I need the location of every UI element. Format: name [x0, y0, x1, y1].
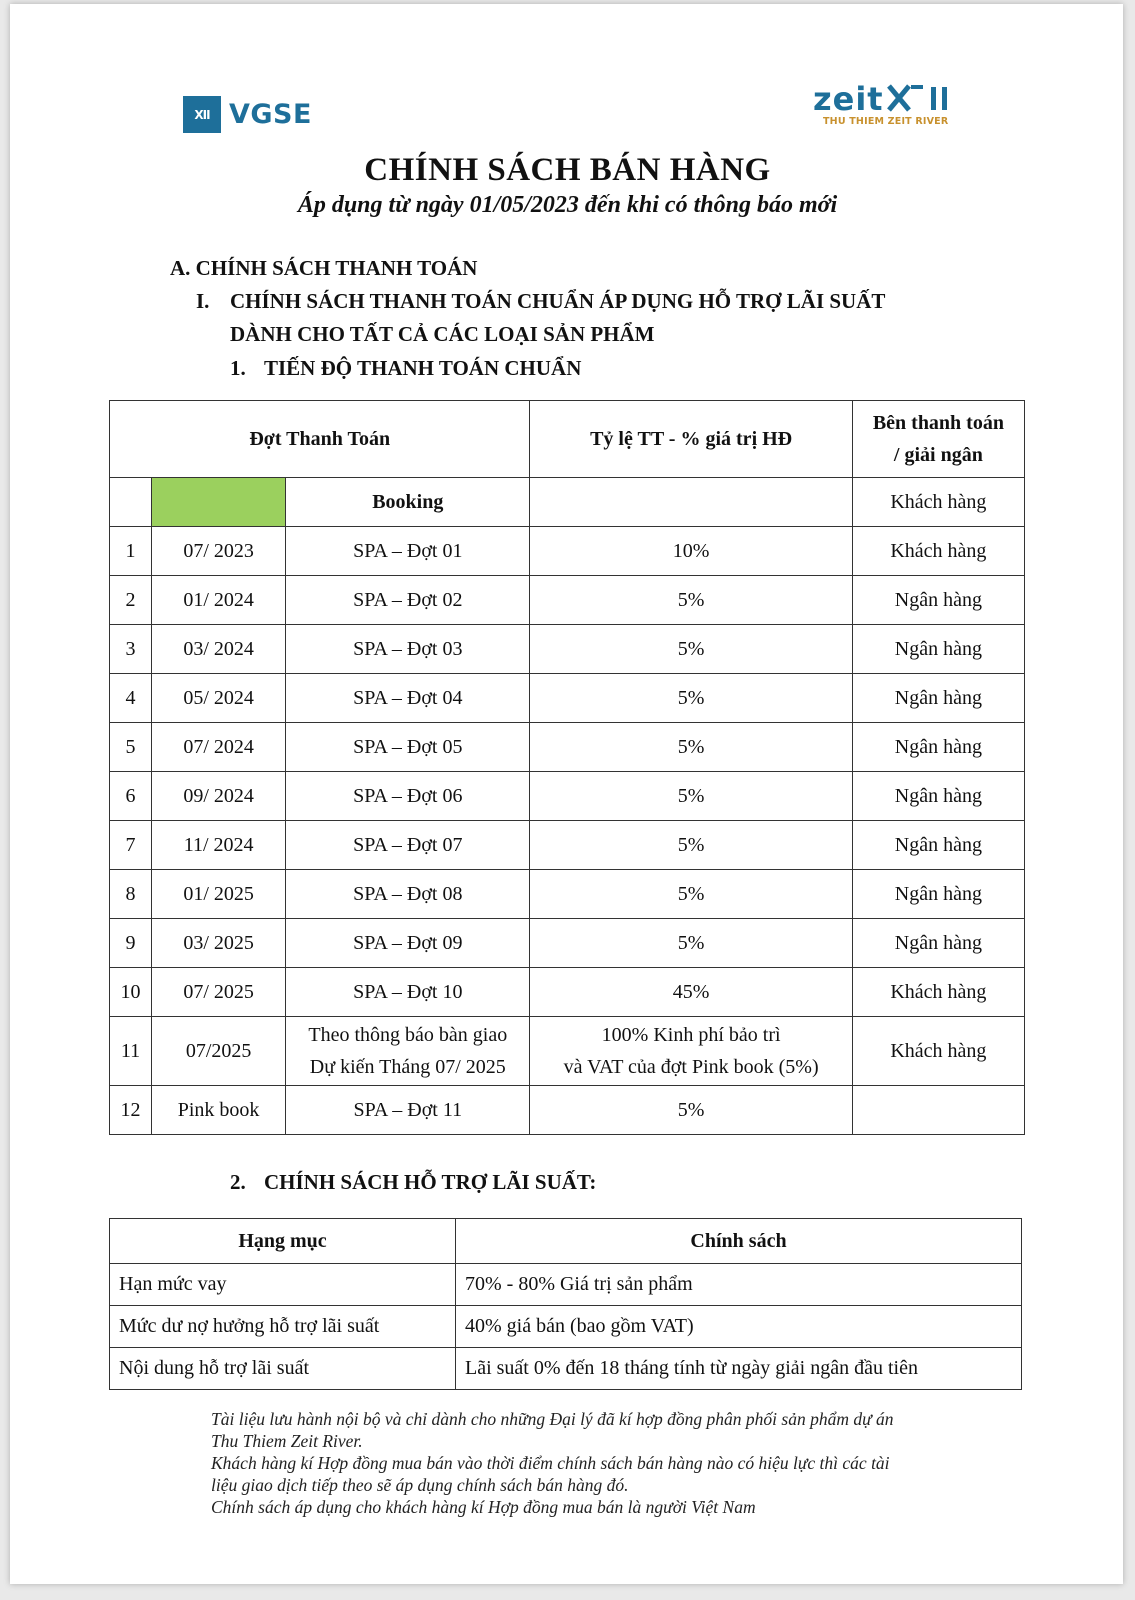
- table-row: [110, 625, 1025, 674]
- section-2-heading: 2. CHÍNH SÁCH HỖ TRỢ LÃI SUẤT:: [230, 1170, 597, 1194]
- row-rate: 45%: [530, 968, 852, 1017]
- table-row: [110, 576, 1025, 625]
- row-description: SPA – Đợt 03: [286, 625, 530, 674]
- row-index: 2: [110, 576, 152, 625]
- row-party: Ngân hàng: [852, 625, 1024, 674]
- table-row: [110, 821, 1025, 870]
- zeit-logo-subtitle: THU THIEM ZEIT RIVER: [823, 116, 949, 127]
- row-description: Theo thông báo bàn giao Dự kiến Tháng 07/ 2025: [286, 1017, 530, 1086]
- table-row: [110, 1086, 1025, 1135]
- row-index: 10: [110, 968, 152, 1017]
- row-party: Khách hàng: [852, 1017, 1024, 1086]
- row-date: 09/ 2024: [152, 772, 286, 821]
- table-row: [110, 1017, 1025, 1086]
- row-index: 7: [110, 821, 152, 870]
- zeit-logo-text: zeit: [813, 80, 884, 118]
- table-row: [110, 1348, 1022, 1390]
- header-party: Bên thanh toán / giải ngân: [852, 401, 1024, 478]
- table-row: [110, 1306, 1022, 1348]
- table-row: [110, 723, 1025, 772]
- footnote-line: Chính sách áp dụng cho khách hàng kí Hợp đồng mua bán là người Việt Nam: [211, 1497, 756, 1517]
- row-date: 01/ 2025: [152, 870, 286, 919]
- payment-schedule-table: [109, 400, 1025, 1135]
- footnote-line: Tài liệu lưu hành nội bộ và chỉ dành cho những Đại lý đã kí hợp đồng phân phối sản phẩm dự án: [211, 1409, 894, 1429]
- table-header-row: [110, 1219, 1022, 1264]
- row-category: Nội dung hỗ trợ lãi suất: [110, 1348, 456, 1390]
- row-description: SPA – Đợt 09: [286, 919, 530, 968]
- footnote-line: Thu Thiem Zeit River.: [211, 1431, 363, 1451]
- row-rate: 5%: [530, 625, 852, 674]
- row-date: 07/2025: [152, 1017, 286, 1086]
- row-category: Mức dư nợ hưởng hỗ trợ lãi suất: [110, 1306, 456, 1348]
- section-1-heading: 1. TIẾN ĐỘ THANH TOÁN CHUẨN: [230, 356, 582, 380]
- row-date: 07/ 2024: [152, 723, 286, 772]
- section-a-heading: A. CHÍNH SÁCH THANH TOÁN: [170, 256, 478, 280]
- section-i-heading-line2: DÀNH CHO TẤT CẢ CÁC LOẠI SẢN PHẨM: [230, 322, 655, 346]
- table-row: [110, 870, 1025, 919]
- row-rate: 5%: [530, 821, 852, 870]
- row-party: Ngân hàng: [852, 919, 1024, 968]
- row-party: [852, 1086, 1024, 1135]
- interest-support-table: [109, 1218, 1022, 1390]
- booking-label: Booking: [286, 478, 530, 527]
- section-i-heading-line1: I. CHÍNH SÁCH THANH TOÁN CHUẨN ÁP DỤNG HỖ TRỢ LÃI SUẤT: [196, 289, 886, 313]
- page-subtitle: Áp dụng từ ngày 01/05/2023 đến khi có thông báo mới: [297, 192, 838, 218]
- row-policy: Lãi suất 0% đến 18 tháng tính từ ngày giải ngân đầu tiên: [456, 1348, 1022, 1390]
- row-party: Ngân hàng: [852, 821, 1024, 870]
- booking-rate-cell: [530, 478, 852, 527]
- row-index: 9: [110, 919, 152, 968]
- row-date: 03/ 2024: [152, 625, 286, 674]
- row-index: 1: [110, 527, 152, 576]
- row-description: SPA – Đợt 07: [286, 821, 530, 870]
- row-description: SPA – Đợt 08: [286, 870, 530, 919]
- row-party: Ngân hàng: [852, 576, 1024, 625]
- row-rate: 5%: [530, 674, 852, 723]
- row-date: Pink book: [152, 1086, 286, 1135]
- footnote-line: liệu giao dịch tiếp theo sẽ áp dụng chính sách bán hàng đó.: [211, 1475, 629, 1495]
- booking-party: Khách hàng: [852, 478, 1024, 527]
- row-date: 01/ 2024: [152, 576, 286, 625]
- row-party: Khách hàng: [852, 527, 1024, 576]
- row-rate: 5%: [530, 723, 852, 772]
- row-date: 07/ 2023: [152, 527, 286, 576]
- footnotes: [211, 1408, 1011, 1518]
- booking-highlight-cell: [152, 478, 286, 527]
- vgse-logo-text: VGSE: [229, 99, 312, 130]
- row-party: Khách hàng: [852, 968, 1024, 1017]
- row-party: Ngân hàng: [852, 723, 1024, 772]
- table-row: [110, 527, 1025, 576]
- vgse-logo: [183, 96, 312, 133]
- row-index: 12: [110, 1086, 152, 1135]
- row-index: 5: [110, 723, 152, 772]
- row-category: Hạn mức vay: [110, 1264, 456, 1306]
- row-policy: 40% giá bán (bao gồm VAT): [456, 1306, 1022, 1348]
- row-description: SPA – Đợt 04: [286, 674, 530, 723]
- table-row: [110, 1264, 1022, 1306]
- row-index: 8: [110, 870, 152, 919]
- row-rate: 5%: [530, 919, 852, 968]
- row-rate: 5%: [530, 870, 852, 919]
- row-index: 3: [110, 625, 152, 674]
- row-policy: 70% - 80% Giá trị sản phẩm: [456, 1264, 1022, 1306]
- zeit-logo-icon: [887, 83, 951, 113]
- booking-row: [110, 478, 1025, 527]
- row-description: SPA – Đợt 10: [286, 968, 530, 1017]
- row-party: Ngân hàng: [852, 870, 1024, 919]
- row-description: SPA – Đợt 06: [286, 772, 530, 821]
- page-title: CHÍNH SÁCH BÁN HÀNG: [364, 152, 771, 188]
- row-rate: 100% Kinh phí bảo trì và VAT của đợt Pink book (5%): [530, 1017, 852, 1086]
- vgse-logo-mark: XII: [183, 96, 221, 133]
- row-description: SPA – Đợt 11: [286, 1086, 530, 1135]
- row-description: SPA – Đợt 01: [286, 527, 530, 576]
- table-row: [110, 674, 1025, 723]
- table-row: [110, 968, 1025, 1017]
- row-rate: 10%: [530, 527, 852, 576]
- table-header-row: [110, 401, 1025, 478]
- row-rate: 5%: [530, 772, 852, 821]
- row-index: 11: [110, 1017, 152, 1086]
- header-category: Hạng mục: [110, 1219, 456, 1264]
- row-date: 07/ 2025: [152, 968, 286, 1017]
- row-rate: 5%: [530, 1086, 852, 1135]
- table-row: [110, 772, 1025, 821]
- table-row: [110, 919, 1025, 968]
- row-date: 11/ 2024: [152, 821, 286, 870]
- zeit-river-logo: [813, 80, 973, 127]
- booking-idx-cell: [110, 478, 152, 527]
- row-date: 05/ 2024: [152, 674, 286, 723]
- row-party: Ngân hàng: [852, 772, 1024, 821]
- row-index: 4: [110, 674, 152, 723]
- header-rate: Tỷ lệ TT - % giá trị HĐ: [530, 401, 852, 478]
- footnote-line: Khách hàng kí Hợp đồng mua bán vào thời điểm chính sách bán hàng nào có hiệu lực thì các tài: [211, 1453, 890, 1473]
- row-description: SPA – Đợt 05: [286, 723, 530, 772]
- row-description: SPA – Đợt 02: [286, 576, 530, 625]
- header-policy: Chính sách: [456, 1219, 1022, 1264]
- row-rate: 5%: [530, 576, 852, 625]
- header-installment: Đợt Thanh Toán: [110, 401, 530, 478]
- row-date: 03/ 2025: [152, 919, 286, 968]
- row-index: 6: [110, 772, 152, 821]
- row-party: Ngân hàng: [852, 674, 1024, 723]
